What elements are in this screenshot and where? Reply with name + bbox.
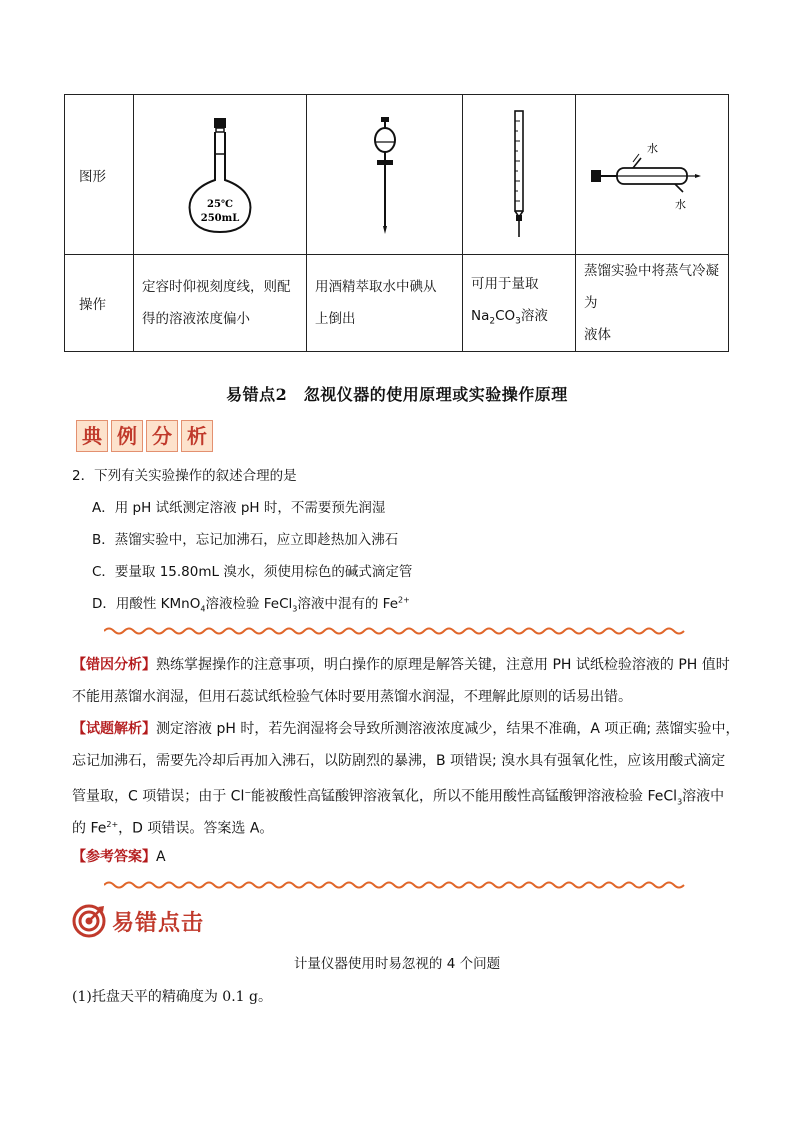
separatory-funnel-icon: [365, 114, 405, 236]
solution-4a: 的 Fe: [72, 820, 107, 837]
option-d-pre: D．用酸性 KMnO: [92, 596, 201, 612]
op3-co: CO: [495, 308, 516, 325]
condenser-icon: [587, 130, 717, 220]
answer-tag: 【参考答案】: [72, 849, 156, 865]
option-d-sub4: 4: [200, 604, 206, 614]
section-title: 易错点2 忽视仪器的使用原理或实验操作原理: [226, 385, 568, 404]
solution-line-3: [72, 783, 724, 812]
point-1: (1)托盘天平的精确度为 0.1 g。: [72, 989, 272, 1005]
solution-3c: 溶液中: [682, 788, 725, 805]
condenser-water-out-label: 水: [675, 197, 686, 211]
option-d-mid: 溶液检验 FeCl: [205, 596, 293, 612]
analysis-tag: 【错因分析】: [72, 657, 156, 673]
solution-line-2: 忘记加沸石，需要先冷却后再加入沸石，以防剧烈的暴沸，B 项错误; 溴水具有强氧化性，应该用酸式滴定: [72, 753, 726, 769]
solution-text-1: 测定溶液 pH 时，若先润湿将会导致所测溶液浓度减少，结果不准确，A 项正确; 蒸馏实验中，: [156, 721, 740, 737]
wavy-divider-2: [104, 880, 689, 890]
cell-condenser: [576, 95, 729, 255]
solution-3a: 管量取，C 项错误；由于 Cl: [72, 788, 245, 805]
option-c: C．要量取 15.80mL 溴水，须使用棕色的碱式滴定管: [92, 564, 413, 580]
apparatus-table: [64, 94, 729, 352]
op-cell-3: [463, 255, 576, 352]
error-prone-label: 易错点击: [112, 909, 205, 936]
option-d: [92, 592, 410, 614]
solution-line-1: [72, 719, 740, 739]
solution-3sup: −: [244, 788, 252, 797]
wavy-divider-1: [104, 626, 689, 636]
op4-line2: 液体: [584, 327, 611, 343]
option-d-sup: 2+: [398, 595, 410, 605]
typical-example-badge: [76, 420, 213, 452]
op1-line1: 定容时仰视刻度线，则配: [142, 279, 291, 295]
analysis-line-1: [72, 655, 730, 675]
flask-volume-label: 250mL: [200, 212, 240, 224]
op-cell-4: [576, 255, 729, 352]
op1-line2: 得的溶液浓度偏小: [142, 311, 250, 327]
op-cell-1: [134, 255, 307, 352]
row-label-figure: 图形: [65, 95, 134, 255]
answer-line: [72, 847, 166, 867]
op3-rest: 溶液: [520, 308, 548, 325]
op3-na: Na: [471, 308, 490, 325]
op4-line1: 蒸馏实验中将蒸气冷凝为: [584, 263, 719, 311]
option-b: B．蒸馏实验中，忘记加沸石，应立即趁热加入沸石: [92, 532, 399, 548]
error-prone-header: [72, 904, 204, 938]
solution-3sub: 3: [677, 797, 683, 807]
op2-line1: 用酒精萃取水中碘从: [315, 279, 437, 295]
solution-4sup: 2+: [106, 820, 119, 829]
op3-line1: 可用于量取: [471, 276, 539, 293]
solution-line-4: [72, 815, 273, 839]
op3-line2: [471, 300, 567, 338]
op2-line2: 上倒出: [315, 311, 356, 327]
analysis-text-1: 熟练掌握操作的注意事项，明白操作的原理是解答关键，注意用 PH 试纸检验溶液的 PH 值时: [156, 657, 730, 673]
op3-sub3: 3: [515, 316, 521, 327]
flask-temp-label: 25℃: [207, 198, 233, 210]
cell-volumetric-flask: [134, 95, 307, 255]
target-icon: [72, 904, 106, 938]
question-stem: 2．下列有关实验操作的叙述合理的是: [72, 468, 297, 484]
op-cell-2: [307, 255, 463, 352]
volumetric-flask-icon: [180, 114, 260, 236]
solution-3b: 能被酸性高锰酸钾溶液氧化，所以不能用酸性高锰酸钾溶液检验 FeCl: [251, 788, 678, 805]
option-d-post: 溶液中混有的 Fe: [297, 596, 398, 612]
solution-tag: 【试题解析】: [72, 721, 156, 737]
subtitle: 计量仪器使用时易忽视的 4 个问题: [293, 956, 501, 972]
cell-separatory-funnel: [307, 95, 463, 255]
badge-char-2: 例: [111, 420, 143, 452]
badge-char-1: 典: [76, 420, 108, 452]
option-a: A．用 pH 试纸测定溶液 pH 时，不需要预先润湿: [92, 500, 386, 516]
burette-icon: [504, 109, 534, 241]
analysis-line-2: 不能用蒸馏水润湿，但用石蕊试纸检验气体时要用蒸馏水润湿，不理解此原则的话易出错。: [72, 689, 632, 705]
badge-char-4: 析: [181, 420, 213, 452]
op3-sub2: 2: [489, 316, 496, 327]
table-row-figures: [65, 95, 729, 255]
row-label-operation: 操作: [65, 255, 134, 352]
answer-value: A: [156, 849, 166, 865]
option-d-sub3: 3: [292, 604, 298, 614]
cell-burette: [463, 95, 576, 255]
badge-char-3: 分: [146, 420, 178, 452]
table-row-operations: [65, 255, 729, 352]
solution-4b: ，D 项错误。答案选 A。: [118, 820, 274, 837]
condenser-water-in-label: 水: [647, 141, 658, 155]
